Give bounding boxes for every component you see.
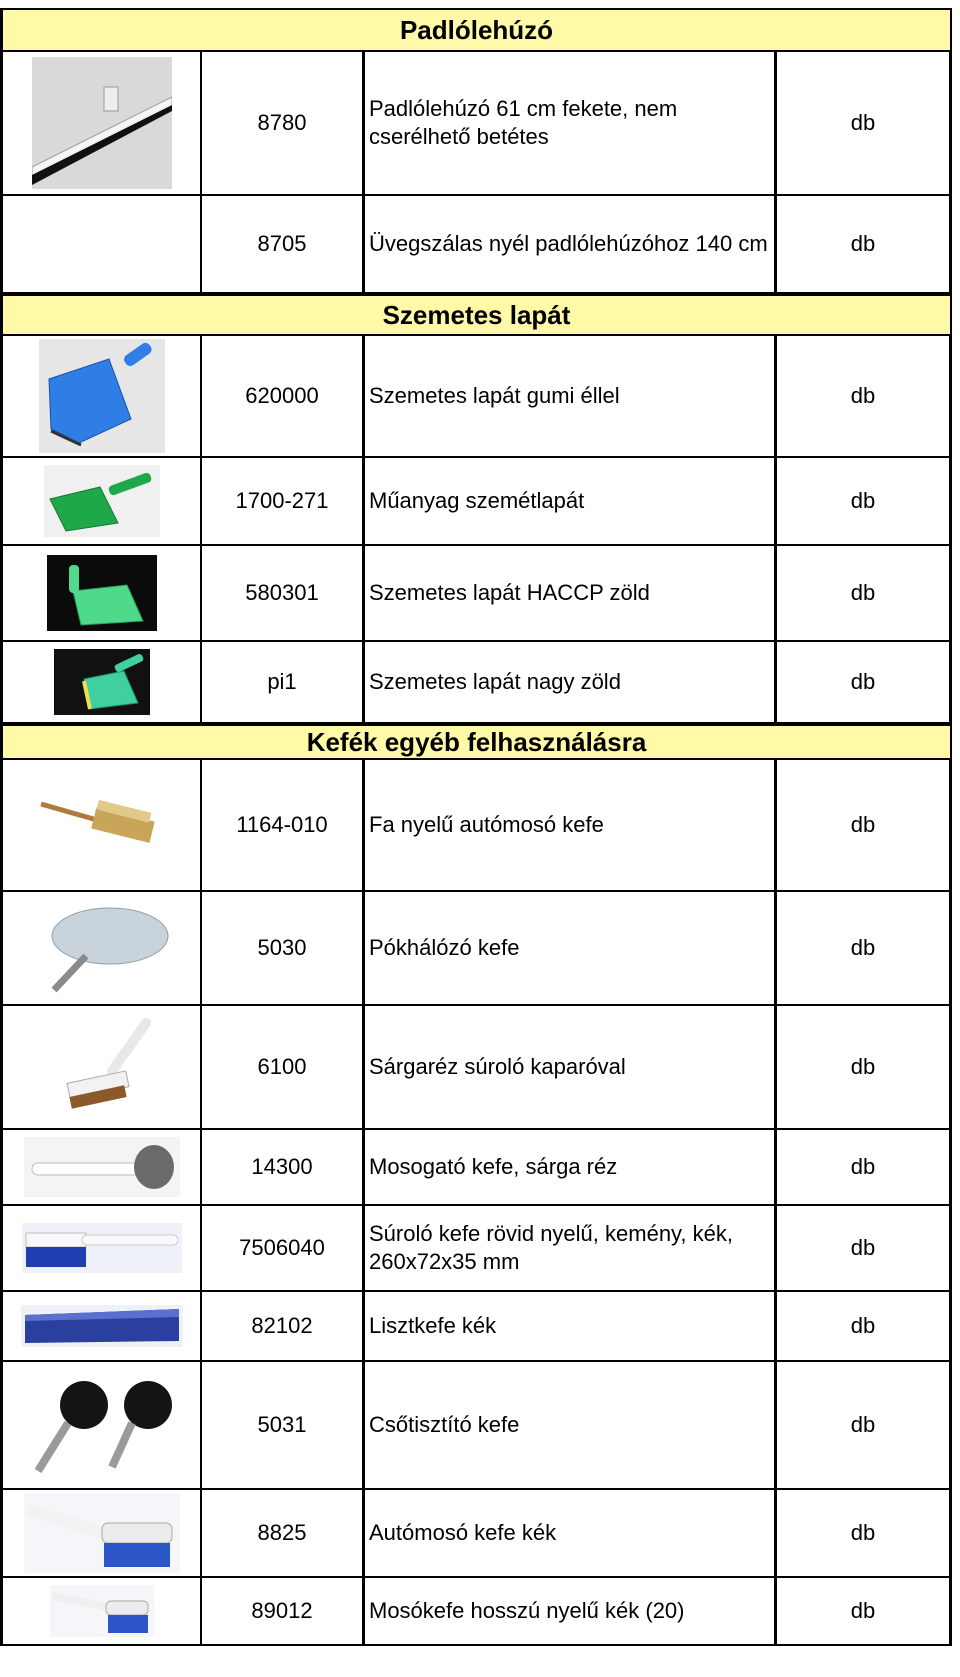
product-image-cell bbox=[0, 1206, 200, 1290]
item-description: Fa nyelű autómosó kefe bbox=[362, 760, 774, 890]
pipe-brush-icon bbox=[22, 1367, 182, 1483]
item-description: Szemetes lapát nagy zöld bbox=[362, 642, 774, 722]
scrub-brush-blue-icon bbox=[22, 1223, 182, 1273]
item-code: 620000 bbox=[200, 336, 362, 456]
item-description: Pókhálózó kefe bbox=[362, 892, 774, 1004]
product-image-cell bbox=[0, 642, 200, 722]
section-title: Kefék egyéb felhasználásra bbox=[306, 726, 647, 757]
table-row bbox=[0, 760, 952, 892]
product-image-cell bbox=[0, 1362, 200, 1488]
section-header-kefek bbox=[0, 724, 952, 760]
item-unit: db bbox=[774, 1578, 952, 1644]
item-unit: db bbox=[774, 336, 952, 456]
item-description: Súroló kefe rövid nyelű, kemény, kék, 260x72x35 mm bbox=[362, 1206, 774, 1290]
item-unit: db bbox=[774, 642, 952, 722]
item-description: Mosogató kefe, sárga réz bbox=[362, 1130, 774, 1204]
item-description: Műanyag szemétlapát bbox=[362, 458, 774, 544]
dustpan-blue-icon bbox=[39, 339, 165, 453]
table-top-border bbox=[0, 8, 952, 10]
item-unit: db bbox=[774, 760, 952, 890]
item-description: Autómosó kefe kék bbox=[362, 1490, 774, 1576]
item-code: 8780 bbox=[200, 52, 362, 194]
wooden-car-brush-icon bbox=[37, 780, 167, 870]
table-row bbox=[0, 336, 952, 458]
table-row bbox=[0, 892, 952, 1006]
item-code: 5031 bbox=[200, 1362, 362, 1488]
item-code: 1164-010 bbox=[200, 760, 362, 890]
product-image-cell bbox=[0, 1490, 200, 1576]
section-header-padlolehuzo bbox=[0, 8, 952, 52]
item-description: Szemetes lapát HACCP zöld bbox=[362, 546, 774, 640]
product-image-cell bbox=[0, 52, 200, 194]
table-row bbox=[0, 1006, 952, 1130]
item-description: Mosókefe hosszú nyelű kék (20) bbox=[362, 1578, 774, 1644]
product-image-cell bbox=[0, 1130, 200, 1204]
table-row bbox=[0, 52, 952, 196]
item-code: 6100 bbox=[200, 1006, 362, 1128]
item-code: 5030 bbox=[200, 892, 362, 1004]
dish-brush-icon bbox=[24, 1137, 180, 1197]
item-description: Csőtisztító kefe bbox=[362, 1362, 774, 1488]
table-row bbox=[0, 642, 952, 724]
product-image-cell bbox=[0, 1006, 200, 1128]
flour-brush-icon bbox=[21, 1305, 183, 1347]
item-unit: db bbox=[774, 196, 952, 292]
table-row bbox=[0, 1130, 952, 1206]
item-description: Szemetes lapát gumi éllel bbox=[362, 336, 774, 456]
section-header-szemetes-lapat bbox=[0, 294, 952, 336]
item-unit: db bbox=[774, 1490, 952, 1576]
product-image-cell bbox=[0, 760, 200, 890]
car-wash-brush-icon bbox=[24, 1493, 180, 1573]
item-code: 14300 bbox=[200, 1130, 362, 1204]
item-unit: db bbox=[774, 546, 952, 640]
item-unit: db bbox=[774, 1006, 952, 1128]
item-unit: db bbox=[774, 1130, 952, 1204]
floor-squeegee-icon bbox=[32, 57, 172, 189]
item-description: Sárgaréz súroló kaparóval bbox=[362, 1006, 774, 1128]
product-image-cell bbox=[0, 1578, 200, 1644]
item-description: Lisztkefe kék bbox=[362, 1292, 774, 1360]
item-description: Üvegszálas nyél padlólehúzóhoz 140 cm bbox=[362, 196, 774, 292]
table-row bbox=[0, 1362, 952, 1490]
item-unit: db bbox=[774, 892, 952, 1004]
item-unit: db bbox=[774, 458, 952, 544]
product-image-cell bbox=[0, 336, 200, 456]
long-handle-brush-icon bbox=[50, 1585, 154, 1637]
item-code: 8705 bbox=[200, 196, 362, 292]
product-image-cell bbox=[0, 196, 200, 292]
section-title: Szemetes lapát bbox=[382, 299, 571, 330]
item-unit: db bbox=[774, 1206, 952, 1290]
product-image-cell bbox=[0, 458, 200, 544]
item-code: 82102 bbox=[200, 1292, 362, 1360]
item-code: pi1 bbox=[200, 642, 362, 722]
item-code: 580301 bbox=[200, 546, 362, 640]
item-code: 7506040 bbox=[200, 1206, 362, 1290]
table-row bbox=[0, 1578, 952, 1646]
dustpan-large-green-icon bbox=[54, 649, 150, 715]
table-row bbox=[0, 1292, 952, 1362]
item-code: 8825 bbox=[200, 1490, 362, 1576]
item-unit: db bbox=[774, 1292, 952, 1360]
section-title: Padlólehúzó bbox=[399, 14, 554, 45]
table-row bbox=[0, 546, 952, 642]
table-row bbox=[0, 458, 952, 546]
product-image-cell bbox=[0, 892, 200, 1004]
table-row bbox=[0, 196, 952, 294]
brass-scrub-brush-icon bbox=[42, 1015, 162, 1119]
item-unit: db bbox=[774, 1362, 952, 1488]
table-row bbox=[0, 1490, 952, 1578]
product-image-cell bbox=[0, 1292, 200, 1360]
item-code: 89012 bbox=[200, 1578, 362, 1644]
dustpan-haccp-green-icon bbox=[47, 555, 157, 631]
item-description: Padlólehúzó 61 cm fekete, nem cserélhető betétes bbox=[362, 52, 774, 194]
dustpan-green-icon bbox=[44, 465, 160, 537]
table-row bbox=[0, 1206, 952, 1292]
product-image-cell bbox=[0, 546, 200, 640]
item-code: 1700-271 bbox=[200, 458, 362, 544]
item-unit: db bbox=[774, 52, 952, 194]
cobweb-brush-icon bbox=[32, 894, 172, 1002]
